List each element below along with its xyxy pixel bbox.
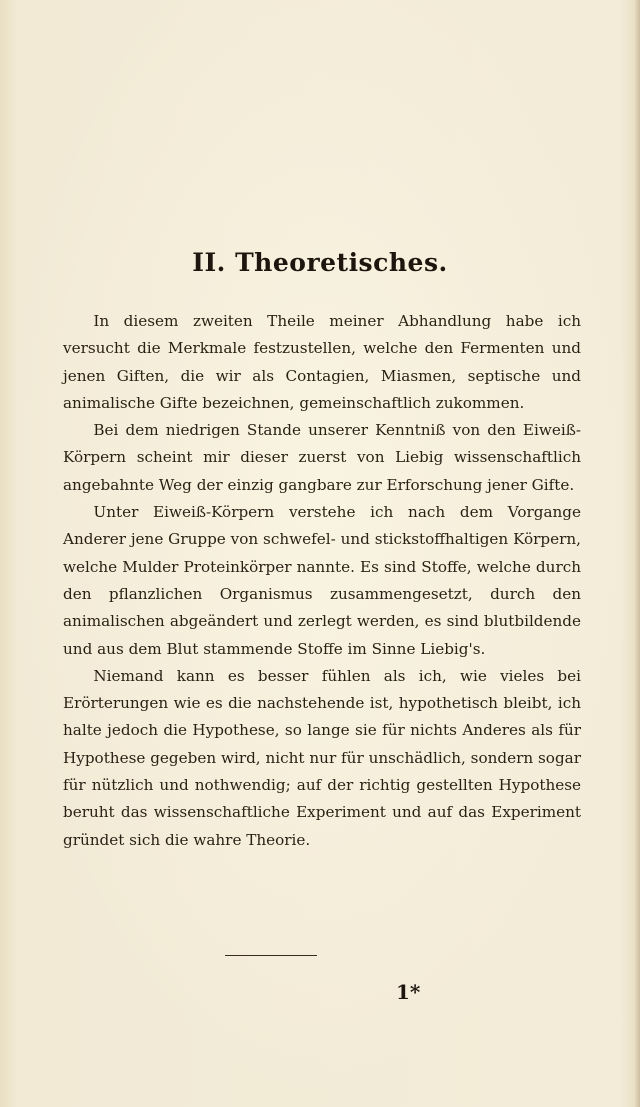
paragraph-3: Unter Eiweiß-Körpern verstehe ich nach dem Vorgange Anderer jene Gruppe von schwefel- und stickstoffhaltigen Körpern, welche Mulder Proteinkörper nannte. Es sind Stoffe, welche durch den pflanzlichen Organismus zusammengesetzt, durch den animalischen abgeändert und zerlegt werden, es sind blutbildende und aus dem Blut stammende Stoffe im Sinne Liebig's.: [63, 503, 581, 658]
paragraph-4: Niemand kann es besser fühlen als ich, wie vieles bei Erörterungen wie es die nachstehende ist, hypothetisch bleibt, ich halte jedoch die Hypothese, so lange sie für nichts Anderes als für Hypothese gegeben wird, nicht nur für unschädlich, sondern sogar für nützlich und nothwendig; auf der richtig gestellten Hypothese beruht das wissenschaftliche Experiment und auf das Experiment gründet sich die wahre Theorie.: [63, 666, 581, 849]
body-text: [63, 308, 581, 854]
signature-mark: 1*: [396, 980, 421, 1004]
page-edge-shadow: [634, 0, 640, 1107]
paragraph-2: Bei dem niedrigen Stande unserer Kenntniß von den Eiweiß-Körpern scheint mir dieser zuerst von Liebig wissenschaftlich angebahnte Weg der einzig gangbare zur Erforschung jener Gifte.: [63, 421, 581, 494]
footer-rule: [225, 955, 317, 956]
section-heading: II. Theoretisches.: [192, 248, 448, 277]
paragraph-1: In diesem zweiten Theile meiner Abhandlung habe ich versucht die Merkmale festzustellen, welche den Fermenten und jenen Giften, die wir als Contagien, Miasmen, septische und animalische Gifte bezeichnen, gemeinschaftlich zukommen.: [63, 312, 581, 412]
